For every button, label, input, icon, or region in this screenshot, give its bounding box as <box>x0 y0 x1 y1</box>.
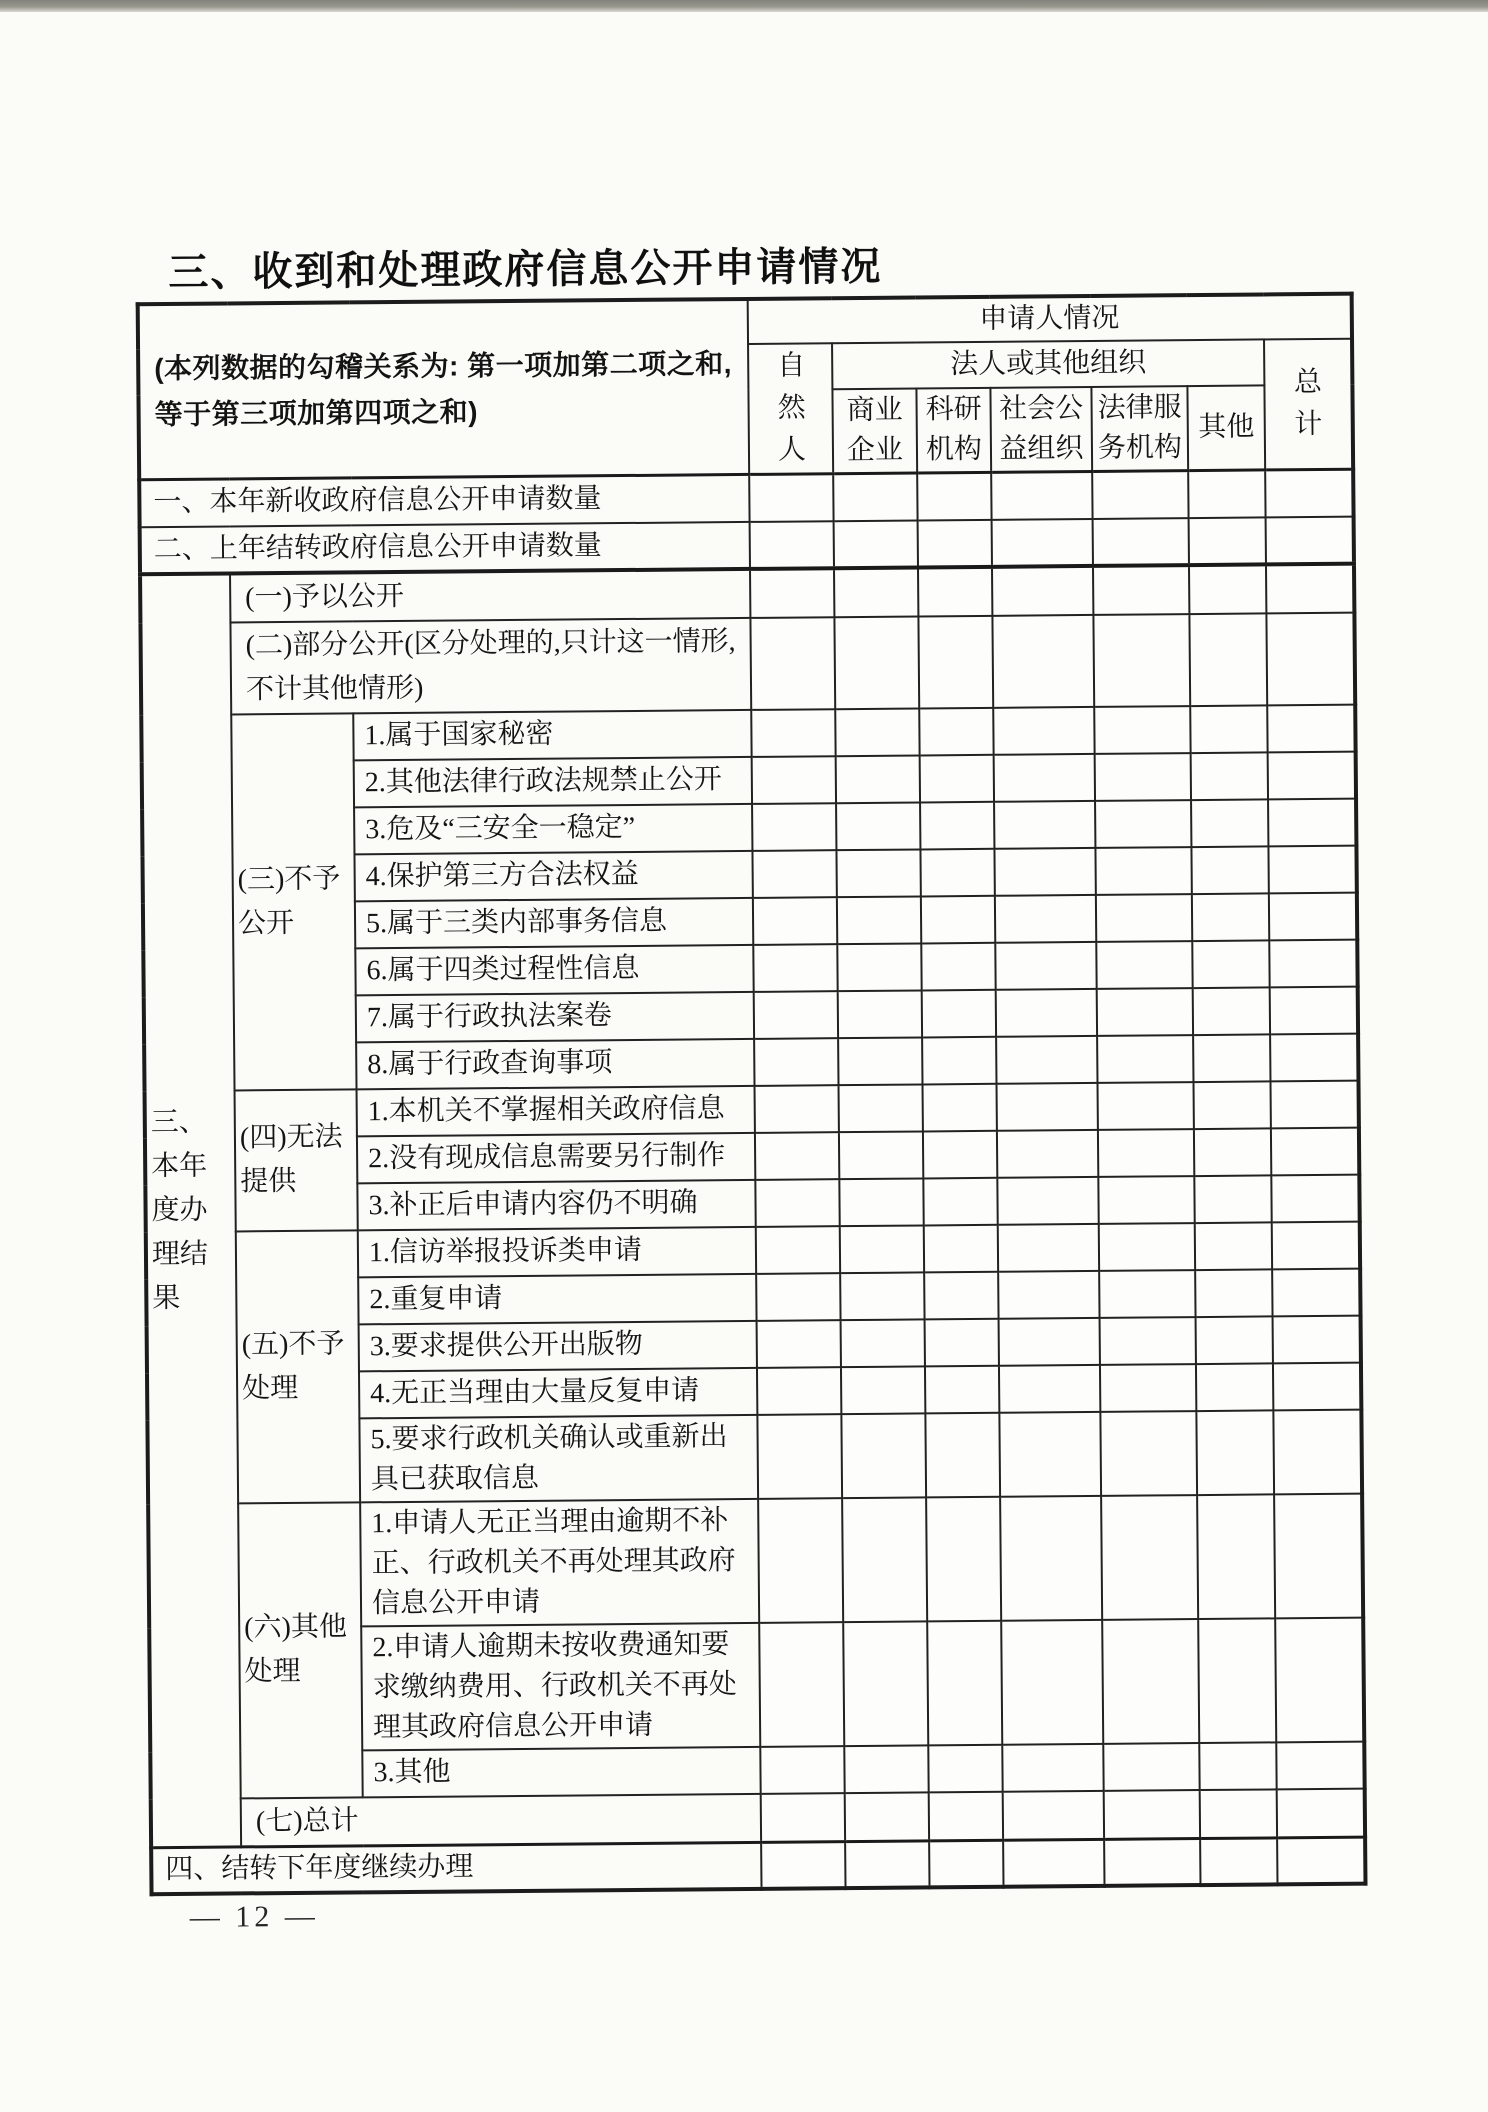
header-applicant-status: 申请人情况 <box>748 294 1352 344</box>
sub-label-granted-disclosure: (一)予以公开 <box>230 568 750 622</box>
value-cell-empty <box>1195 1222 1272 1270</box>
value-cell-empty <box>999 1317 1100 1365</box>
value-cell-empty <box>1096 941 1192 989</box>
value-cell-empty <box>997 1082 1098 1130</box>
item-state-secret: 1.属于国家秘密 <box>353 709 751 759</box>
value-cell-empty <box>1196 1316 1273 1364</box>
value-cell-empty <box>925 1318 999 1366</box>
value-cell-empty <box>844 1745 928 1793</box>
value-cell-empty <box>922 1036 996 1084</box>
value-cell-empty <box>761 1793 845 1842</box>
value-cell-empty <box>918 615 993 708</box>
row-label-carried-over-applications: 二、上年结转政府信息公开申请数量 <box>140 521 750 573</box>
value-cell-empty <box>1102 1619 1199 1744</box>
value-cell-empty <box>1191 846 1268 894</box>
sub-label-denied-disclosure: (三)不予公开 <box>231 713 356 1090</box>
value-cell-empty <box>921 895 995 943</box>
value-cell-empty <box>1095 800 1191 848</box>
sub-label-unable-to-provide: (四)无法提供 <box>235 1089 358 1231</box>
value-cell-empty <box>922 989 996 1037</box>
value-cell-empty <box>753 897 837 945</box>
header-total: 总计 <box>1264 339 1353 470</box>
item-still-unclear: 3.补正后申请内容仍不明确 <box>357 1179 755 1229</box>
value-cell-empty <box>842 1497 927 1622</box>
value-cell-empty <box>1269 892 1357 940</box>
row-label-carry-to-next-year: 四、结转下年度继续办理 <box>151 1842 761 1894</box>
value-cell-empty <box>840 1272 924 1320</box>
value-cell-empty <box>920 754 994 802</box>
value-cell-empty <box>755 1179 839 1227</box>
sub-label-not-processed: (五)不予处理 <box>236 1230 360 1503</box>
item-overdue-no-correction: 1.申请人无正当理由逾期不补正、行政机关不再处理其政府信息公开申请 <box>360 1498 759 1625</box>
value-cell-empty <box>1093 614 1190 707</box>
value-cell-empty <box>841 1366 925 1414</box>
value-cell-empty <box>1196 1363 1273 1411</box>
value-cell-empty <box>1097 988 1193 1036</box>
value-cell-empty <box>921 942 995 990</box>
value-cell-empty <box>1200 1837 1277 1885</box>
item-needs-production: 2.没有现成信息需要另行制作 <box>357 1132 755 1182</box>
item-public-publications: 3.要求提供公开出版物 <box>359 1320 757 1370</box>
item-mass-repeated-requests: 4.无正当理由大量反复申请 <box>359 1367 757 1417</box>
header-org-type-commercial: 商业企业 <box>832 388 917 473</box>
value-cell-empty <box>999 1364 1100 1412</box>
value-cell-empty <box>841 1319 925 1367</box>
value-cell-empty <box>997 1129 1098 1177</box>
item-internal-affairs: 5.属于三类内部事务信息 <box>355 897 753 947</box>
item-overdue-no-payment: 2.申请人逾期未按收费通知要求缴纳费用、行政机关不再处理其政府信息公开申请 <box>361 1622 760 1749</box>
value-cell-empty <box>1097 1035 1193 1083</box>
value-cell-empty <box>1100 1317 1196 1365</box>
value-cell-empty <box>750 568 834 618</box>
value-cell-empty <box>1093 565 1189 615</box>
value-cell-empty <box>924 1271 998 1319</box>
value-cell-empty <box>994 847 1095 895</box>
value-cell-empty <box>1270 986 1358 1034</box>
value-cell-empty <box>918 566 992 616</box>
item-confirm-or-reissue: 5.要求行政机关确认或重新出具已获取信息 <box>359 1414 758 1501</box>
value-cell-empty <box>752 850 836 898</box>
value-cell-empty <box>1194 1175 1271 1223</box>
value-cell-empty <box>752 756 836 804</box>
value-cell-empty <box>834 520 918 568</box>
value-cell-empty <box>1271 1127 1359 1175</box>
value-cell-empty <box>1093 518 1189 566</box>
group-label-annual-results: 三、本年度办理结果 <box>140 573 241 1847</box>
sub-label-grand-total: (七)总计 <box>241 1793 761 1846</box>
value-cell-empty <box>1003 1839 1104 1887</box>
value-cell-empty <box>923 1177 997 1225</box>
value-cell-empty <box>845 1792 929 1841</box>
value-cell-empty <box>1267 704 1355 752</box>
value-cell-empty <box>926 1496 1001 1621</box>
value-cell-empty <box>1189 613 1267 706</box>
value-cell-empty <box>1104 1838 1200 1886</box>
value-cell-empty <box>843 1621 928 1746</box>
value-cell-empty <box>836 849 920 897</box>
value-cell-empty <box>1269 939 1357 987</box>
value-cell-empty <box>996 988 1097 1036</box>
value-cell-empty <box>1092 471 1188 519</box>
reconciliation-note: (本列数据的勾稽关系为: 第一项加第二项之和, 等于第三项加第四项之和) <box>138 299 750 480</box>
value-cell-empty <box>925 1412 1000 1497</box>
value-cell-empty <box>1266 516 1354 564</box>
header-org-type-other: 其他 <box>1187 385 1265 470</box>
value-cell-empty <box>994 753 1095 801</box>
value-cell-empty <box>756 1226 840 1274</box>
value-cell-empty <box>753 944 837 992</box>
value-cell-empty <box>1266 612 1355 705</box>
value-cell-empty <box>1099 1270 1195 1318</box>
value-cell-empty <box>1272 1268 1360 1316</box>
value-cell-empty <box>760 1746 844 1794</box>
value-cell-empty <box>1266 563 1354 613</box>
value-cell-empty <box>1193 1034 1270 1082</box>
value-cell-empty <box>834 567 918 617</box>
value-cell-empty <box>991 471 1092 519</box>
disclosure-applications-table <box>136 292 1368 1897</box>
value-cell-empty <box>836 755 920 803</box>
value-cell-empty <box>761 1841 845 1889</box>
value-cell-empty <box>1191 799 1268 847</box>
value-cell-empty <box>1277 1837 1365 1885</box>
value-cell-empty <box>1002 1743 1103 1791</box>
value-cell-empty <box>838 1037 922 1085</box>
item-third-party-rights: 4.保护第三方合法权益 <box>354 850 752 900</box>
value-cell-empty <box>1195 1269 1272 1317</box>
value-cell-empty <box>918 519 992 567</box>
value-cell-empty <box>752 803 836 851</box>
value-cell-empty <box>1268 798 1356 846</box>
value-cell-empty <box>834 616 919 709</box>
value-cell-empty <box>1198 1618 1276 1743</box>
value-cell-empty <box>837 896 921 944</box>
value-cell-empty <box>1190 705 1267 753</box>
value-cell-empty <box>1003 1790 1104 1839</box>
value-cell-empty <box>756 1273 840 1321</box>
page-number: — 12 — <box>189 1899 319 1934</box>
value-cell-empty <box>759 1622 844 1747</box>
item-endanger-security: 3.危及“三安全一稳定” <box>354 803 752 853</box>
value-cell-empty <box>757 1414 842 1499</box>
value-cell-empty <box>837 943 921 991</box>
value-cell-empty <box>1268 845 1356 893</box>
value-cell-empty <box>1100 1411 1197 1496</box>
value-cell-empty <box>845 1840 929 1888</box>
value-cell-empty <box>928 1744 1002 1792</box>
value-cell-empty <box>750 521 834 569</box>
value-cell-empty <box>925 1365 999 1413</box>
value-cell-empty <box>1193 987 1270 1035</box>
value-cell-empty <box>1094 706 1190 754</box>
value-cell-empty <box>1271 1174 1359 1222</box>
value-cell-empty <box>757 1320 841 1368</box>
value-cell-empty <box>755 1132 839 1180</box>
value-cell-empty <box>997 1176 1098 1224</box>
value-cell-empty <box>833 473 917 521</box>
value-cell-empty <box>1096 894 1192 942</box>
value-cell-empty <box>839 1178 923 1226</box>
header-legal-or-other-org: 法人或其他组织 <box>832 339 1264 389</box>
value-cell-empty <box>995 941 1096 989</box>
item-enforcement-files: 7.属于行政执法案卷 <box>356 991 754 1041</box>
value-cell-empty <box>1265 469 1353 517</box>
value-cell-empty <box>1192 940 1269 988</box>
row-label-new-applications: 一、本年新收政府信息公开申请数量 <box>139 474 749 526</box>
value-cell-empty <box>1276 1741 1364 1789</box>
value-cell-empty <box>998 1223 1099 1271</box>
value-cell-empty <box>841 1413 926 1498</box>
value-cell-empty <box>1189 517 1266 565</box>
value-cell-empty <box>998 1270 1099 1318</box>
value-cell-empty <box>920 848 994 896</box>
value-cell-empty <box>1191 752 1268 800</box>
value-cell-empty <box>836 802 920 850</box>
item-administrative-inquiry: 8.属于行政查询事项 <box>356 1038 754 1088</box>
value-cell-empty <box>839 1131 923 1179</box>
item-not-held: 1.本机关不掌握相关政府信息 <box>357 1085 755 1135</box>
value-cell-empty <box>1199 1742 1276 1790</box>
item-prohibited-by-law: 2.其他法律行政法规禁止公开 <box>354 756 752 806</box>
value-cell-empty <box>1095 847 1191 895</box>
value-cell-empty <box>1100 1364 1196 1412</box>
value-cell-empty <box>994 800 1095 848</box>
value-cell-empty <box>1098 1129 1194 1177</box>
value-cell-empty <box>1200 1789 1277 1838</box>
value-cell-empty <box>927 1620 1002 1745</box>
value-cell-empty <box>992 614 1094 707</box>
item-other: 3.其他 <box>362 1746 760 1796</box>
value-cell-empty <box>1098 1176 1194 1224</box>
value-cell-empty <box>1101 1495 1198 1620</box>
value-cell-empty <box>758 1498 843 1623</box>
value-cell-empty <box>1188 470 1265 518</box>
value-cell-empty <box>1194 1128 1271 1176</box>
value-cell-empty <box>1273 1362 1361 1410</box>
value-cell-empty <box>919 707 993 755</box>
value-cell-empty <box>840 1225 924 1273</box>
value-cell-empty <box>1274 1493 1363 1618</box>
value-cell-empty <box>838 990 922 1038</box>
value-cell-empty <box>1095 753 1191 801</box>
value-cell-empty <box>1001 1619 1103 1744</box>
value-cell-empty <box>1000 1495 1102 1620</box>
value-cell-empty <box>1189 564 1266 614</box>
value-cell-empty <box>1270 1033 1358 1081</box>
item-petition-complaint: 1.信访举报投诉类申请 <box>358 1226 756 1276</box>
value-cell-empty <box>999 1411 1101 1496</box>
value-cell-empty <box>1098 1082 1194 1130</box>
value-cell-empty <box>839 1084 923 1132</box>
value-cell-empty <box>924 1224 998 1272</box>
value-cell-empty <box>1268 751 1356 799</box>
value-cell-empty <box>929 1791 1003 1840</box>
value-cell-empty <box>920 801 994 849</box>
value-cell-empty <box>923 1083 997 1131</box>
value-cell-empty <box>751 709 835 757</box>
sub-label-partial-disclosure: (二)部分公开(区分处理的,只计这一情形,不计其他情形) <box>230 617 751 714</box>
value-cell-empty <box>923 1130 997 1178</box>
item-process-information: 6.属于四类过程性信息 <box>355 944 753 994</box>
value-cell-empty <box>993 706 1094 754</box>
value-cell-empty <box>754 991 838 1039</box>
value-cell-empty <box>929 1840 1003 1888</box>
value-cell-empty <box>754 1038 838 1086</box>
value-cell-empty <box>1273 1315 1361 1363</box>
value-cell-empty <box>1272 1221 1360 1269</box>
value-cell-empty <box>749 474 833 522</box>
header-org-type-research: 科研机构 <box>916 388 991 473</box>
value-cell-empty <box>996 1035 1097 1083</box>
value-cell-empty <box>992 518 1093 566</box>
item-repeat-application: 2.重复申请 <box>358 1273 756 1323</box>
value-cell-empty <box>755 1085 839 1133</box>
value-cell-empty <box>1275 1617 1364 1742</box>
value-cell-empty <box>1196 1410 1274 1495</box>
value-cell-empty <box>757 1367 841 1415</box>
value-cell-empty <box>1194 1081 1271 1129</box>
value-cell-empty <box>992 565 1093 615</box>
value-cell-empty <box>1099 1223 1195 1271</box>
value-cell-empty <box>835 708 919 756</box>
value-cell-empty <box>995 894 1096 942</box>
value-cell-empty <box>917 472 991 520</box>
sub-label-other-handling: (六)其他处理 <box>238 1502 363 1798</box>
value-cell-empty <box>1271 1080 1359 1128</box>
value-cell-empty <box>1103 1743 1199 1791</box>
header-org-type-legal-service: 法律服务机构 <box>1091 386 1188 471</box>
section-title: 三、收到和处理政府信息公开申请情况 <box>168 244 883 296</box>
header-org-type-public-welfare: 社会公益组织 <box>990 387 1092 472</box>
header-natural-person: 自然人 <box>748 343 833 474</box>
value-cell-empty <box>1197 1494 1275 1619</box>
value-cell-empty <box>1104 1790 1200 1839</box>
value-cell-empty <box>1192 893 1269 941</box>
value-cell-empty <box>1273 1409 1362 1494</box>
value-cell-empty <box>750 617 835 710</box>
value-cell-empty <box>1277 1788 1365 1837</box>
